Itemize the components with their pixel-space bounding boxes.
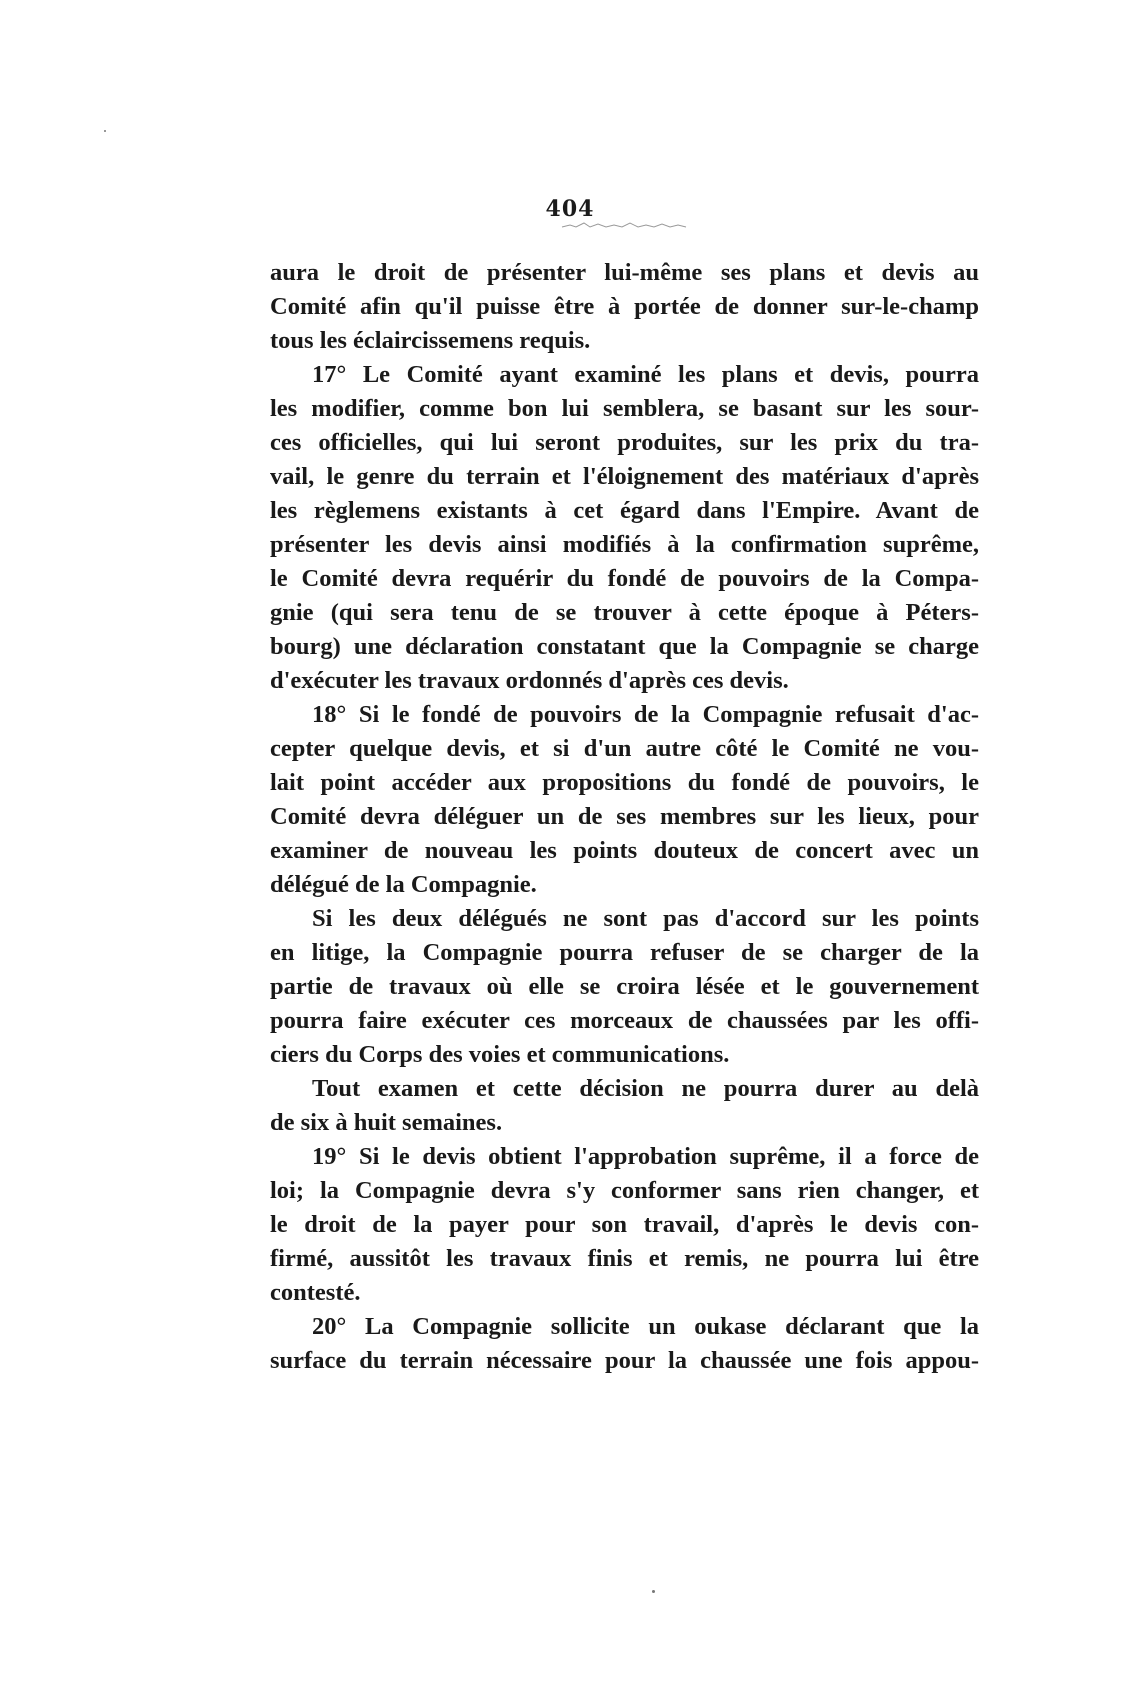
text-line: partie de travaux où elle se croira lésée et le gouvernement [270, 973, 979, 1000]
text-line: délégué de la Compagnie. [270, 871, 537, 898]
text-line: ces officielles, qui lui seront produites, sur les prix du tra- [270, 429, 979, 456]
text-line: Si les deux délégués ne sont pas d'accord sur les points [312, 905, 979, 932]
text-line: ciers du Corps des voies et communications. [270, 1041, 730, 1068]
body-text [270, 256, 979, 1378]
page-number-flourish [560, 220, 690, 230]
text-line: pourra faire exécuter ces morceaux de chaussées par les offi- [270, 1007, 979, 1034]
text-line: Comité devra déléguer un de ses membres sur les lieux, pour [270, 803, 979, 830]
text-line: le droit de la payer pour son travail, d'après le devis con- [270, 1211, 979, 1238]
text-line: bourg) une déclaration constatant que la Compagnie se charge [270, 633, 979, 660]
text-line: 18° Si le fondé de pouvoirs de la Compagnie refusait d'ac- [312, 701, 979, 728]
text-line: en litige, la Compagnie pourra refuser de se charger de la [270, 939, 979, 966]
text-line: de six à huit semaines. [270, 1109, 503, 1136]
page-number: 404 [545, 196, 595, 222]
text-line: 20° La Compagnie sollicite un oukase déclarant que la [312, 1313, 979, 1340]
text-line: 17° Le Comité ayant examiné les plans et devis, pourra [312, 361, 979, 388]
text-line: les modifier, comme bon lui semblera, se basant sur les sour- [270, 395, 979, 422]
text-line: d'exécuter les travaux ordonnés d'après ces devis. [270, 667, 789, 694]
text-line: tous les éclaircissemens requis. [270, 327, 591, 354]
scan-speck [104, 130, 106, 132]
text-line: contesté. [270, 1279, 361, 1306]
text-line: le Comité devra requérir du fondé de pouvoirs de la Compa- [270, 565, 979, 592]
text-line: gnie (qui sera tenu de se trouver à cette époque à Péters- [270, 599, 979, 626]
text-line: loi; la Compagnie devra s'y conformer sans rien changer, et [270, 1177, 979, 1204]
text-line: 19° Si le devis obtient l'approbation suprême, il a force de [312, 1143, 979, 1170]
text-line: lait point accéder aux propositions du fondé de pouvoirs, le [270, 769, 979, 796]
text-line: vail, le genre du terrain et l'éloignement des matériaux d'après [270, 463, 979, 490]
text-line: surface du terrain nécessaire pour la chaussée une fois appou- [270, 1347, 979, 1374]
text-line: Tout examen et cette décision ne pourra durer au delà [312, 1075, 979, 1102]
scan-speck [652, 1590, 655, 1593]
text-line: présenter les devis ainsi modifiés à la confirmation suprême, [270, 531, 979, 558]
text-line: aura le droit de présenter lui-même ses plans et devis au [270, 259, 979, 286]
text-line: examiner de nouveau les points douteux de concert avec un [270, 837, 979, 864]
text-line: cepter quelque devis, et si d'un autre côté le Comité ne vou- [270, 735, 979, 762]
text-line: les règlemens existants à cet égard dans l'Empire. Avant de [270, 497, 979, 524]
text-line: firmé, aussitôt les travaux finis et remis, ne pourra lui être [270, 1245, 979, 1272]
text-line: Comité afin qu'il puisse être à portée de donner sur-le-champ [270, 293, 979, 320]
